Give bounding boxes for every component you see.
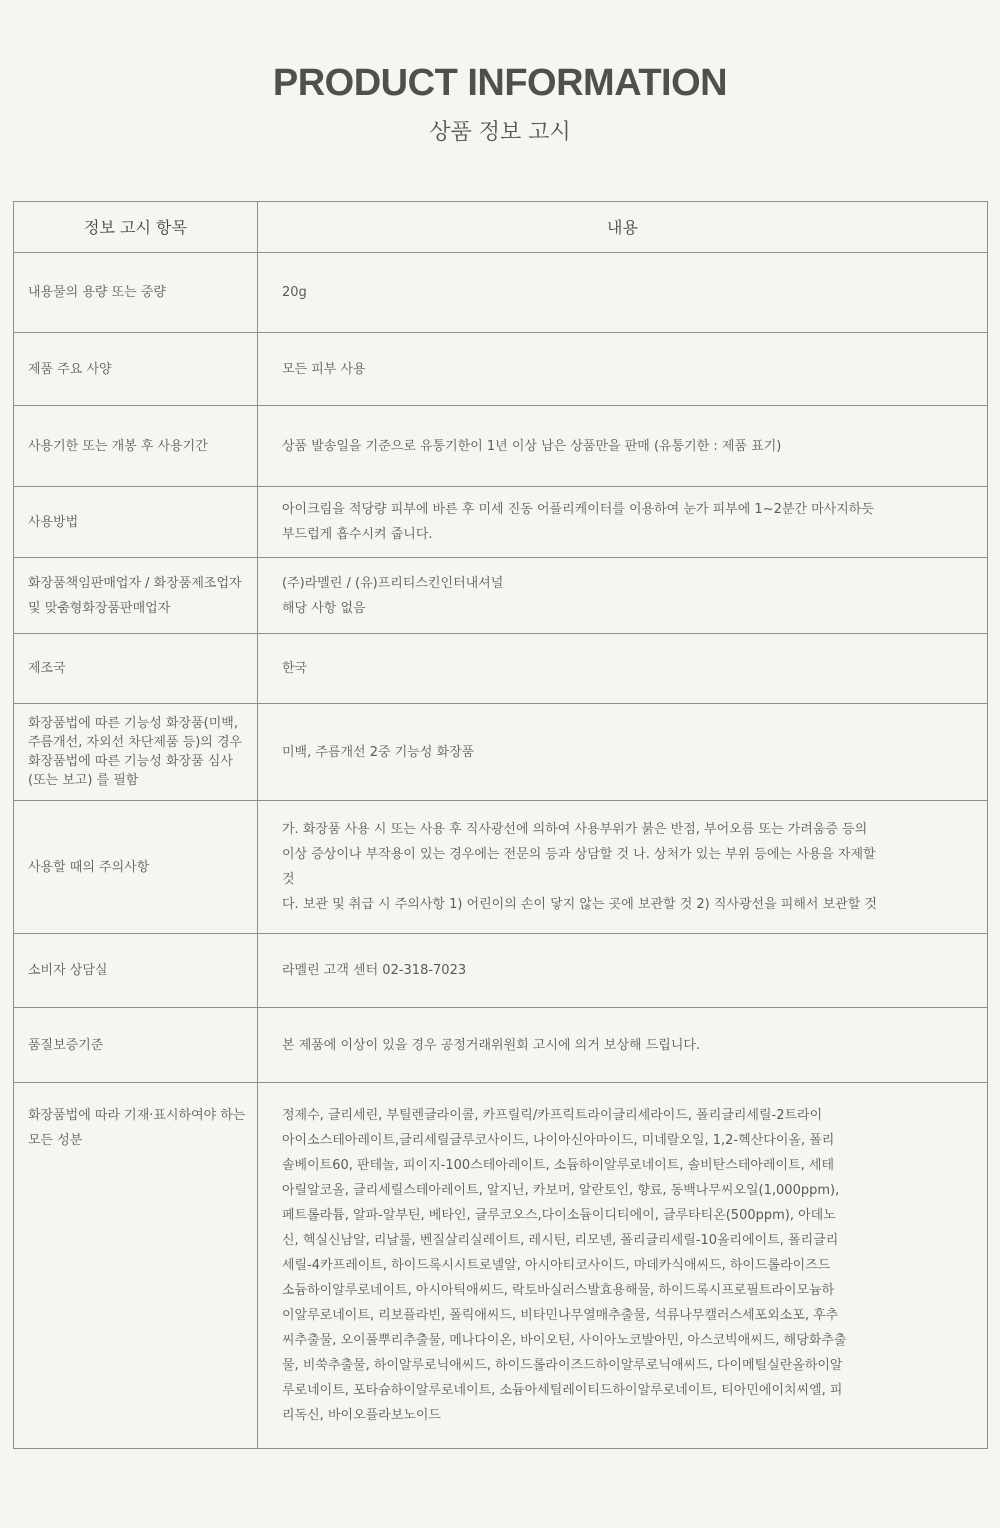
row-value: 상품 발송일을 기준으로 유통기한이 1년 이상 남은 상품만을 판매 (유통기한 : 제품 표기)	[258, 406, 988, 487]
table-row	[14, 253, 988, 333]
row-label: 사용방법	[14, 487, 258, 558]
label-line: 및 맞춤형화장품판매업자	[28, 600, 171, 616]
value-line: 정제수, 글리세린, 부틸렌글라이콜, 카프릴릭/카프릭트라이글리세라이드, 폴리글리세릴-2트라이	[282, 1108, 823, 1123]
label-line: 주름개선, 자외선 차단제품 등)의 경우	[28, 735, 243, 750]
value-line: 물, 비쑥추출물, 하이알루로닉애씨드, 하이드롤라이즈드하이알루로닉애씨드, 다이메틸실란올하이알	[282, 1358, 843, 1373]
value-line: 다. 보관 및 취급 시 주의사항 1) 어린이의 손이 닿지 않는 곳에 보관할 것 2) 직사광선을 피해서 보관할 것	[282, 897, 877, 912]
value-line: 소듐하이알루로네이트, 아시아틱애씨드, 락토바실러스발효용해물, 하이드록시프로필트라이모늄하	[282, 1283, 835, 1298]
table-row	[14, 934, 988, 1008]
label-line: 화장품책임판매업자 / 화장품제조업자	[28, 575, 242, 591]
row-value	[258, 1083, 988, 1449]
label-line: 화장품법에 따른 기능성 화장품 심사	[28, 754, 233, 769]
value-line: 신, 헥실신남알, 리날룰, 벤질살리실레이트, 레시틴, 리모넨, 폴리글리세릴-10올리에이트, 폴리글리	[282, 1233, 839, 1248]
table-row	[14, 1008, 988, 1083]
value-line: 해당 사항 없음	[282, 600, 366, 616]
column-header-item: 정보 고시 항목	[14, 202, 258, 253]
value-line: 씨추출물, 오이풀뿌리추출물, 메나다이온, 바이오틴, 사이아노코발아민, 아스코빅애씨드, 해당화추출	[282, 1333, 847, 1348]
row-value: 한국	[258, 634, 988, 704]
row-label: 제품 주요 사양	[14, 333, 258, 406]
row-value: 라멜린 고객 센터 02-318-7023	[258, 934, 988, 1008]
row-value: 미백, 주름개선 2중 기능성 화장품	[258, 704, 988, 801]
table-row	[14, 487, 988, 558]
row-label: 품질보증기준	[14, 1008, 258, 1083]
row-label	[14, 1083, 258, 1449]
value-line: 페트롤라튬, 알파-알부틴, 베타인, 글루코오스,다이소듐이디티에이, 글루타티온(500ppm), 아데노	[282, 1208, 836, 1223]
label-line: 화장품법에 따른 기능성 화장품(미백,	[28, 716, 238, 731]
value-line: 루로네이트, 포타슘하이알루로네이트, 소듐아세틸레이티드하이알루로네이트, 티아민에이치씨엘, 피	[282, 1383, 843, 1398]
row-label: 사용할 때의 주의사항	[14, 801, 258, 934]
row-label: 제조국	[14, 634, 258, 704]
table-row	[14, 558, 988, 634]
row-value: 20g	[258, 253, 988, 333]
value-line: 아릴알코올, 글리세릴스테아레이트, 알지닌, 카보머, 알란토인, 향료, 동백나무씨오일(1,000ppm),	[282, 1183, 840, 1198]
row-value	[258, 801, 988, 934]
value-line: 리독신, 바이오플라보노이드	[282, 1408, 441, 1423]
table-row	[14, 333, 988, 406]
column-header-content: 내용	[258, 202, 988, 253]
row-label: 소비자 상담실	[14, 934, 258, 1008]
product-info-table	[13, 201, 988, 1449]
label-line: 화장품법에 따라 기재·표시하여야 하는	[28, 1108, 246, 1123]
value-line: 이상 증상이나 부작용이 있는 경우에는 전문의 등과 상담할 것 나. 상처가 있는 부위 등에는 사용을 자제할 것	[282, 847, 876, 887]
page-header	[0, 0, 1000, 148]
value-line: 이알루로네이트, 리보플라빈, 폴릭애씨드, 비타민나무열매추출물, 석류나무캘러스세포외소포, 후추	[282, 1308, 839, 1323]
page-title: PRODUCT INFORMATION	[272, 62, 728, 104]
table-row	[14, 1083, 988, 1449]
row-value: 모든 피부 사용	[258, 333, 988, 406]
row-label: 내용물의 용량 또는 중량	[14, 253, 258, 333]
value-line: 아이소스테아레이트,글리세릴글루코사이드, 나이아신아마이드, 미네랄오일, 1,2-헥산다이올, 폴리	[282, 1133, 835, 1148]
table-row	[14, 634, 988, 704]
value-line: 아이크림을 적당량 피부에 바른 후 미세 진동 어플리케이터를 이용하여 눈가 피부에 1~2분간 마사지하듯	[282, 502, 874, 517]
row-value	[258, 487, 988, 558]
page-subtitle: 상품 정보 고시	[429, 120, 571, 145]
value-line: 부드럽게 흡수시켜 줍니다.	[282, 527, 433, 542]
row-label	[14, 558, 258, 634]
value-line: 가. 화장품 사용 시 또는 사용 후 직사광선에 의하여 사용부위가 붉은 반점, 부어오름 또는 가려움증 등의	[282, 822, 868, 837]
row-label	[14, 704, 258, 801]
value-line: 솔베이트60, 판테놀, 피이지-100스테아레이트, 소듐하이알루로네이트, 솔비탄스테아레이트, 세테	[282, 1158, 835, 1173]
row-value	[258, 558, 988, 634]
table-row	[14, 704, 988, 801]
value-line: (주)라멜린 / (유)프리티스킨인터내셔널	[282, 575, 504, 591]
table-row	[14, 406, 988, 487]
row-value: 본 제품에 이상이 있을 경우 공정거래위원회 고시에 의거 보상해 드립니다.	[258, 1008, 988, 1083]
label-line: 모든 성분	[28, 1133, 83, 1148]
table-row	[14, 801, 988, 934]
row-label: 사용기한 또는 개봉 후 사용기간	[14, 406, 258, 487]
table-header-row	[14, 202, 988, 253]
label-line: (또는 보고) 를 필함	[28, 773, 139, 788]
value-line: 세릴-4카프레이트, 하이드록시시트로넬알, 아시아티코사이드, 마데카식애씨드, 하이드롤라이즈드	[282, 1258, 831, 1273]
